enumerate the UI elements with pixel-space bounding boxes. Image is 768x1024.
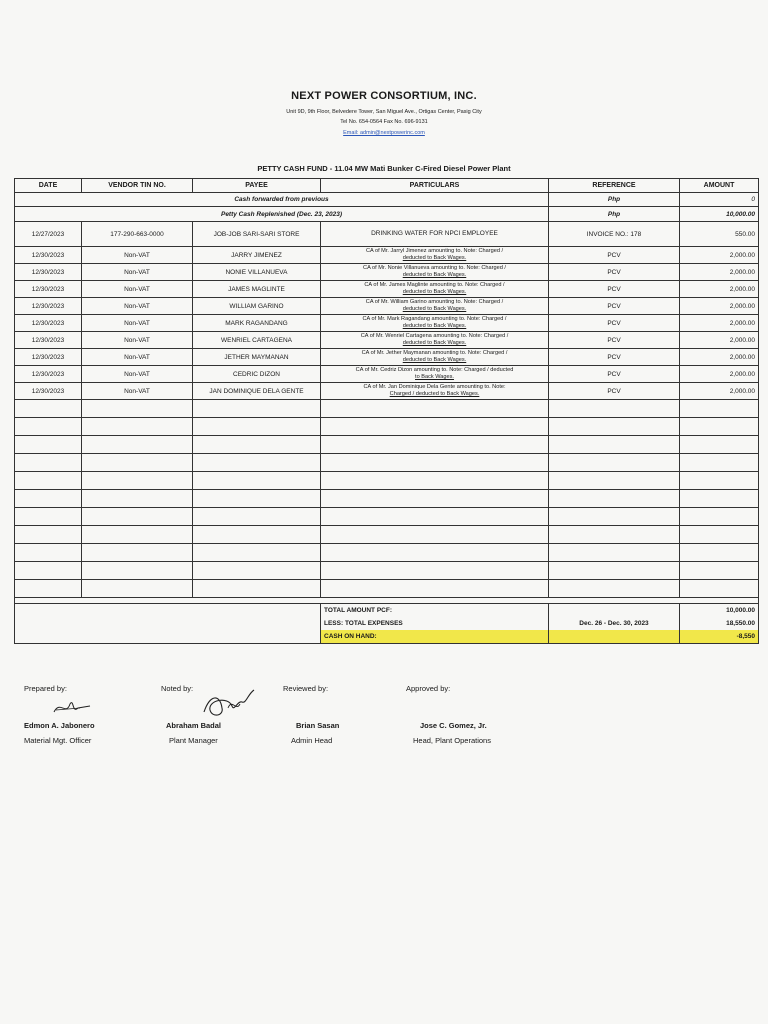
particulars-line: deducted to Back Wages.: [402, 289, 467, 295]
approved-by-label: Approved by:: [406, 684, 451, 693]
forwarded-amount: 0: [680, 193, 759, 207]
row-payee: CEDRIC DIZON: [193, 366, 321, 383]
empty-table-row: [15, 454, 759, 472]
empty-table-row: [15, 544, 759, 562]
company-email[interactable]: Email: admin@nextpowerinc.com: [343, 130, 425, 136]
prepared-role: Material Mgt. Officer: [24, 736, 92, 745]
table-row: [15, 315, 759, 332]
particulars-line: Charged / deducted to Back Wages.: [389, 391, 480, 397]
row-particulars: [321, 298, 549, 315]
row-date: 12/30/2023: [15, 349, 82, 366]
forwarded-label: Cash forwarded from previous: [15, 193, 549, 207]
prepared-name: Edmon A. Jabonero: [24, 721, 95, 730]
table-row: [15, 332, 759, 349]
col-date: DATE: [15, 179, 82, 193]
row-date: 12/30/2023: [15, 366, 82, 383]
row-amount: 2,000.00: [680, 366, 759, 383]
empty-table-row: [15, 508, 759, 526]
approved-role: Head, Plant Operations: [413, 736, 491, 745]
row-reference: PCV: [549, 332, 680, 349]
row-particulars: [321, 383, 549, 400]
particulars-line: DRINKING WATER FOR NPCI EMPLOYEE: [371, 230, 498, 238]
row-vendor-tin: Non-VAT: [82, 349, 193, 366]
row-date: 12/30/2023: [15, 383, 82, 400]
empty-table-row: [15, 436, 759, 454]
row-reference: INVOICE NO.: 178: [549, 222, 680, 247]
row-date: 12/30/2023: [15, 247, 82, 264]
approved-name: Jose C. Gomez, Jr.: [420, 721, 487, 730]
empty-table-row: [15, 526, 759, 544]
noted-name: Abraham Badal: [166, 721, 222, 730]
row-date: 12/30/2023: [15, 332, 82, 349]
total-pcf-label: TOTAL AMOUNT PCF:: [321, 604, 549, 618]
col-vendor-tin: VENDOR TIN NO.: [82, 179, 193, 193]
total-pcf-amount: 10,000.00: [680, 604, 759, 618]
total-expenses-row: [15, 617, 759, 630]
table-row: [15, 383, 759, 400]
particulars-line: deducted to Back Wages.: [402, 255, 467, 261]
row-payee: JOB-JOB SARI-SARI STORE: [193, 222, 321, 247]
forwarded-reference: Php: [549, 193, 680, 207]
row-amount: 2,000.00: [680, 332, 759, 349]
replenished-row: [15, 207, 759, 222]
reviewed-role: Admin Head: [291, 736, 333, 745]
row-date: 12/30/2023: [15, 315, 82, 332]
table-row: [15, 264, 759, 281]
noted-by-label: Noted by:: [161, 684, 194, 693]
replenished-amount: 10,000.00: [680, 207, 759, 222]
row-amount: 2,000.00: [680, 298, 759, 315]
particulars-line: CA of Mr. Nonie Villanueva amounting to. Note: Charged /: [363, 264, 506, 271]
row-reference: PCV: [549, 247, 680, 264]
empty-table-row: [15, 418, 759, 436]
empty-table-row: [15, 400, 759, 418]
row-amount: 2,000.00: [680, 315, 759, 332]
total-pcf-row: [15, 604, 759, 618]
row-vendor-tin: Non-VAT: [82, 264, 193, 281]
row-date: 12/30/2023: [15, 298, 82, 315]
row-particulars: [321, 349, 549, 366]
row-particulars: [321, 332, 549, 349]
prepared-by-label: Prepared by:: [24, 684, 67, 693]
row-particulars: [321, 222, 549, 247]
row-reference: PCV: [549, 315, 680, 332]
company-phone: Tel No. 654-0564 Fax No. 696-9131: [340, 119, 428, 125]
row-vendor-tin: Non-VAT: [82, 315, 193, 332]
document-title: PETTY CASH FUND - 11.04 MW Mati Bunker C-Fired Diesel Power Plant: [257, 164, 511, 173]
total-expenses-amount: 18,550.00: [680, 617, 759, 630]
row-vendor-tin: Non-VAT: [82, 247, 193, 264]
replenished-reference: Php: [549, 207, 680, 222]
row-amount: 2,000.00: [680, 383, 759, 400]
row-amount: 2,000.00: [680, 247, 759, 264]
row-payee: JAN DOMINIQUE DELA GENTE: [193, 383, 321, 400]
row-vendor-tin: Non-VAT: [82, 383, 193, 400]
row-vendor-tin: Non-VAT: [82, 298, 193, 315]
cash-on-hand-row: [15, 630, 759, 644]
particulars-line: CA of Mr. Jarryl Jimenez amounting to. Note: Charged /: [365, 247, 504, 254]
particulars-line: CA of Mr. Jether Maymanan amounting to. Note: Charged /: [361, 349, 508, 356]
row-amount: 2,000.00: [680, 349, 759, 366]
reviewed-name: Brian Sasan: [296, 721, 340, 730]
empty-table-row: [15, 472, 759, 490]
row-particulars: [321, 247, 549, 264]
particulars-line: deducted to Back Wages.: [402, 306, 467, 312]
particulars-line: deducted to Back Wages.: [402, 357, 467, 363]
row-reference: PCV: [549, 281, 680, 298]
particulars-line: to Back Wages.: [415, 374, 454, 380]
row-particulars: [321, 264, 549, 281]
row-amount: 2,000.00: [680, 264, 759, 281]
noted-role: Plant Manager: [169, 736, 218, 745]
replenished-label: Petty Cash Replenished (Dec. 23, 2023): [15, 207, 549, 222]
col-reference: REFERENCE: [549, 179, 680, 193]
particulars-line: CA of Mr. James Maglinte amounting to. Note: Charged /: [364, 281, 505, 288]
row-payee: JAMES MAGLINTE: [193, 281, 321, 298]
particulars-line: CA of Mr. William Garino amounting to. Note: Charged /: [365, 298, 504, 305]
row-payee: WENRIEL CARTAGENA: [193, 332, 321, 349]
table-row: [15, 281, 759, 298]
row-vendor-tin: Non-VAT: [82, 332, 193, 349]
row-payee: JETHER MAYMANAN: [193, 349, 321, 366]
particulars-line: deducted to Back Wages.: [402, 272, 467, 278]
row-payee: NONIE VILLANUEVA: [193, 264, 321, 281]
row-reference: PCV: [549, 383, 680, 400]
particulars-line: deducted to Back Wages.: [402, 323, 467, 329]
cash-on-hand-amount: -8,550: [680, 630, 759, 644]
row-date: 12/30/2023: [15, 281, 82, 298]
petty-cash-table: [14, 178, 759, 644]
row-particulars: [321, 315, 549, 332]
table-row: [15, 222, 759, 247]
prepared-signature-icon: [50, 696, 94, 718]
particulars-line: CA of Mr. Wenriel Cartagena amounting to. Note: Charged /: [360, 332, 509, 339]
cash-on-hand-label: CASH ON HAND:: [321, 630, 549, 644]
particulars-line: CA of Mr. Jan Dominique Dela Gente amounting to. Note:: [363, 383, 506, 390]
total-expenses-period: Dec. 26 - Dec. 30, 2023: [549, 617, 680, 630]
row-payee: WILLIAM GARINO: [193, 298, 321, 315]
row-reference: PCV: [549, 298, 680, 315]
row-date: 12/30/2023: [15, 264, 82, 281]
row-vendor-tin: 177-290-663-0000: [82, 222, 193, 247]
table-row: [15, 366, 759, 383]
row-date: 12/27/2023: [15, 222, 82, 247]
col-payee: PAYEE: [193, 179, 321, 193]
row-amount: 2,000.00: [680, 281, 759, 298]
row-payee: JARRY JIMENEZ: [193, 247, 321, 264]
table-row: [15, 349, 759, 366]
forwarded-row: [15, 193, 759, 207]
row-payee: MARK RAGANDANG: [193, 315, 321, 332]
particulars-line: deducted to Back Wages.: [402, 340, 467, 346]
row-reference: PCV: [549, 366, 680, 383]
row-vendor-tin: Non-VAT: [82, 366, 193, 383]
row-reference: PCV: [549, 264, 680, 281]
empty-table-row: [15, 562, 759, 580]
table-row: [15, 247, 759, 264]
noted-signature-icon: [198, 686, 262, 722]
company-name: NEXT POWER CONSORTIUM, INC.: [291, 90, 477, 102]
particulars-line: CA of Mr. Mark Ragandang amounting to. Note: Charged /: [362, 315, 507, 322]
table-row: [15, 298, 759, 315]
particulars-line: CA of Mr. Cedriz Dizon amounting to. Note: Charged / deducted: [355, 366, 514, 373]
row-reference: PCV: [549, 349, 680, 366]
empty-table-row: [15, 580, 759, 598]
empty-table-row: [15, 490, 759, 508]
col-amount: AMOUNT: [680, 179, 759, 193]
reviewed-by-label: Reviewed by:: [283, 684, 329, 693]
row-amount: 550.00: [680, 222, 759, 247]
row-particulars: [321, 281, 549, 298]
company-address: Unit 9D, 9th Floor, Belvedere Tower, San Miguel Ave., Ortigas Center, Pasig City: [286, 109, 482, 115]
total-expenses-label: LESS: TOTAL EXPENSES: [321, 617, 549, 630]
row-particulars: [321, 366, 549, 383]
col-particulars: PARTICULARS: [321, 179, 549, 193]
row-vendor-tin: Non-VAT: [82, 281, 193, 298]
table-header-row: [15, 179, 759, 193]
